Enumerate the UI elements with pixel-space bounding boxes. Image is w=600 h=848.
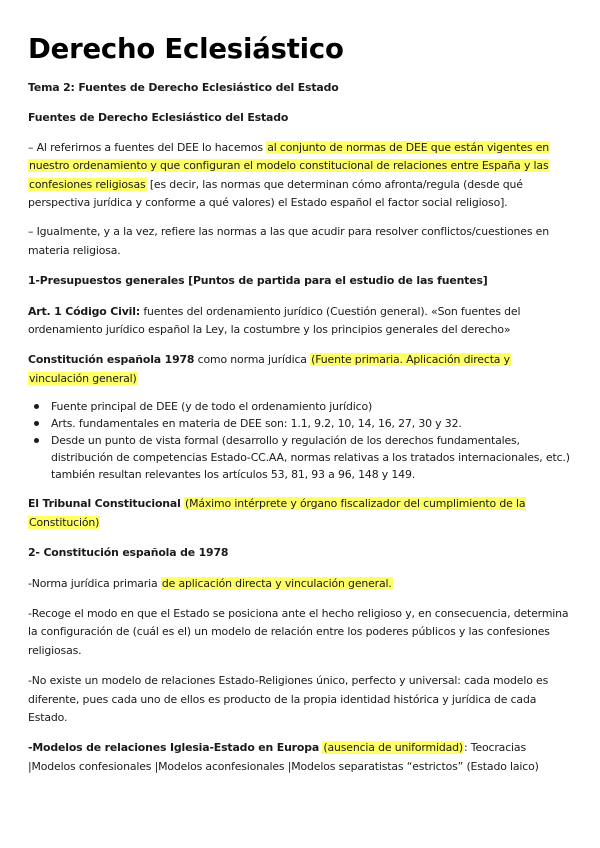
paragraph-modelos [28, 739, 573, 776]
paragraph-tribunal [28, 495, 573, 532]
paragraph-constitucion [28, 351, 573, 388]
document-title: Derecho Eclesiástico [28, 33, 344, 65]
list-item [51, 432, 573, 483]
tema-heading: Tema 2: Fuentes de Derecho Eclesiástico del Estado [28, 81, 339, 94]
highlight-constitucion: (Fuente primaria. Aplicación directa y vinculación general) [29, 353, 510, 385]
subtitle-heading: Fuentes de Derecho Eclesiástico del Estado [28, 111, 289, 125]
paragraph-conflicts: – Igualmente, y a la vez, refiere las normas a las que acudir para resolver conflictos/cuestiones en materia religiosa. [28, 225, 549, 257]
bullet-dot-icon [34, 404, 39, 409]
bullet-dot-icon [34, 438, 39, 443]
paragraph-no-existe: -No existe un modelo de relaciones Estado-Religiones único, perfecto y universal: cada modelo es diferente, pues cada uno de ellos es producto de la propia identidad histórica y jurídica de cada Estado. [28, 674, 549, 724]
document-page [28, 0, 573, 776]
list-item [51, 415, 573, 432]
bullet-dot-icon [34, 421, 39, 426]
list-item-text: Arts. fundamentales en materia de DEE son: 1.1, 9.2, 10, 14, 16, 27, 30 y 32. [51, 417, 462, 431]
paragraph-definition [28, 139, 573, 213]
bullet-list [28, 398, 573, 483]
list-item-text: Fuente principal de DEE (y de todo el ordenamiento jurídico) [51, 400, 373, 414]
list-item-text: Desde un punto de vista formal (desarrollo y regulación de los derechos fundamentales, distribución de competencias Estado-CC.AA, normas relativas a los tratados internacionales, etc.) también resultan relevantes los artículos 53, 81, 93 a 96, 148 y 149. [51, 434, 570, 482]
codigo-civil-label: Art. 1 Código Civil: [28, 304, 141, 318]
codigo-civil-text: fuentes del ordenamiento jurídico (Cuestión general). «Son fuentes del ordenamiento jurídico español la Ley, la costumbre y los principios generales del derecho» [28, 304, 521, 337]
highlight-modelos: (ausencia de uniformidad) [323, 741, 463, 755]
tribunal-label: El Tribunal Constitucional [28, 497, 181, 511]
constitucion-label: Constitución española 1978 [28, 353, 195, 367]
highlight-definition: al conjunto de normas de DEE que están vigentes en nuestro ordenamiento y que configuran el modelo constitucional de relaciones entre España y las confesiones religiosas [29, 140, 550, 191]
paragraph-norma-primaria [28, 575, 573, 593]
paragraph-definition-note: [es decir, las normas que determinan cómo afronta/regula (desde qué perspectiva jurídica y conforme a qué valores) el Estado español el factor social religioso]. [28, 177, 523, 210]
norma-primaria-text: -Norma jurídica primaria [28, 576, 161, 590]
paragraph-codigo-civil [28, 303, 573, 340]
list-item [51, 398, 573, 415]
highlight-tribunal: (Máximo intérprete y órgano fiscalizador del cumplimiento de la Constitución) [29, 497, 526, 529]
paragraph-recoge: -Recoge el modo en que el Estado se posiciona ante el hecho religioso y, en consecuencia, determina la configuración de (cuál es el) un modelo de relación entre los poderes públicos y las confesiones religiosas. [28, 606, 569, 657]
highlight-norma-primaria: de aplicación directa y vinculación general. [161, 576, 392, 590]
modelos-text: : Teocracias |Modelos confesionales |Modelos aconfesionales |Modelos separatistas “estrictos” (Estado laico) [28, 741, 539, 773]
modelos-label: -Modelos de relaciones Iglesia-Estado en Europa [28, 741, 320, 755]
section-heading-presupuestos: 1-Presupuestos generales [Puntos de partida para el estudio de las fuentes] [28, 274, 488, 288]
paragraph-definition-intro: – Al referirnos a fuentes del DEE lo hacemos [28, 140, 267, 154]
constitucion-text: como norma jurídica [194, 353, 311, 367]
section-heading-constitucion: 2- Constitución española de 1978 [28, 546, 229, 560]
